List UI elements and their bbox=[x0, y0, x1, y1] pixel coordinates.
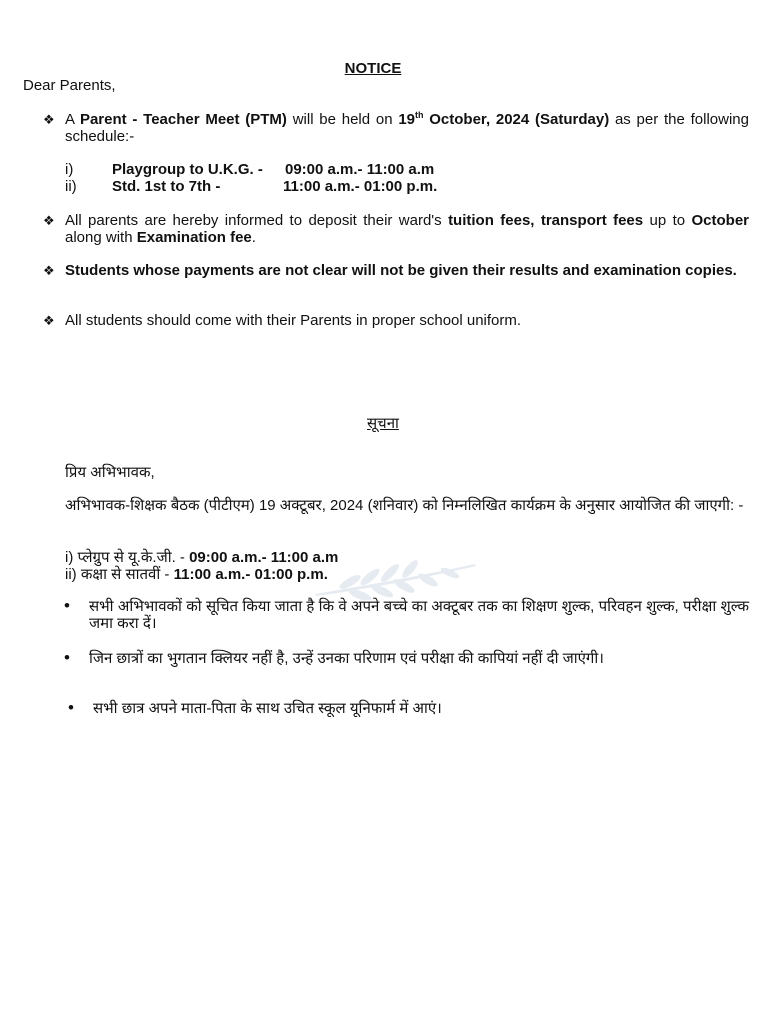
ptm-day-suffix: th bbox=[415, 110, 424, 120]
hindi-schedule-time: 11:00 a.m.- 01:00 p.m. bbox=[173, 566, 328, 583]
hindi-schedule-time: 09:00 a.m.- 11:00 a.m bbox=[189, 549, 339, 566]
hindi-notice-title: सूचना bbox=[367, 415, 399, 432]
fees-month: October bbox=[691, 212, 749, 229]
payments-bullet bbox=[43, 262, 749, 279]
hindi-uniform-text: सभी छात्र अपने माता-पिता के साथ उचित स्कूल यूनिफार्म में आएं। bbox=[93, 700, 442, 717]
schedule-number: ii) bbox=[65, 178, 77, 195]
hindi-payments-text: जिन छात्रों का भुगतान क्लियर नहीं है, उन्हें उनका परिणाम एवं परीक्षा की कापियां नहीं दी जाएंगी। bbox=[89, 650, 604, 667]
schedule-class: Playgroup to U.K.G. - bbox=[112, 161, 263, 178]
ptm-event: Parent - Teacher Meet (PTM) bbox=[79, 111, 287, 128]
schedule-number: i) bbox=[65, 161, 74, 178]
schedule-time: 11:00 a.m.- 01:00 p.m. bbox=[283, 178, 438, 195]
uniform-text: All students should come with their Parents in proper school uniform. bbox=[65, 312, 522, 329]
payments-text: Students whose payments are not clear will not be given their results and examination copies. bbox=[65, 262, 737, 279]
ptm-bullet bbox=[43, 111, 749, 145]
bullet-dot-icon: • bbox=[64, 596, 70, 615]
notice-title: NOTICE bbox=[344, 60, 402, 77]
greeting: Dear Parents, bbox=[23, 77, 116, 94]
ptm-day: 19 bbox=[398, 111, 415, 128]
hindi-schedule-class: i) प्लेग्रुप से यू.के.जी. - bbox=[65, 549, 185, 566]
fees-text-part: up to bbox=[643, 212, 692, 229]
hindi-greeting: प्रिय अभिभावक, bbox=[65, 464, 155, 481]
fees-bullet bbox=[43, 212, 749, 246]
hindi-fees-text: सभी अभिभावकों को सूचित किया जाता है कि वे अपने बच्चे का अक्टूबर तक का शिक्षण शुल्क, परिवहन शुल्क, परीक्षा शुल्क जमा करा दें। bbox=[89, 598, 749, 632]
fees-text-part: All parents are hereby informed to deposit their ward's bbox=[65, 212, 449, 229]
ptm-date bbox=[398, 111, 609, 128]
fees-text-part: . bbox=[251, 229, 256, 246]
hindi-fees-bullet bbox=[64, 596, 749, 632]
diamond-bullet-icon: ❖ bbox=[43, 213, 55, 228]
uniform-bullet bbox=[43, 312, 749, 329]
fees-types: tuition fees, transport fees bbox=[448, 212, 644, 229]
leaf-watermark-icon bbox=[310, 558, 480, 600]
diamond-bullet-icon: ❖ bbox=[43, 313, 55, 328]
hindi-uniform-bullet bbox=[68, 698, 753, 717]
ptm-month-year: October, 2024 (Saturday) bbox=[423, 111, 610, 128]
bullet-dot-icon: • bbox=[64, 648, 70, 667]
diamond-bullet-icon: ❖ bbox=[43, 263, 55, 278]
exam-fee: Examination fee bbox=[136, 229, 252, 246]
ptm-text-part: will be held on bbox=[286, 111, 399, 128]
schedule-time: 09:00 a.m.- 11:00 a.m bbox=[285, 161, 435, 178]
hindi-ptm-text: अभिभावक-शिक्षक बैठक (पीटीएम) 19 अक्टूबर, 2024 (शनिवार) को निम्नलिखित कार्यक्रम के अनुसार आयोजित की जाएगी: - bbox=[65, 497, 744, 514]
hindi-payments-bullet bbox=[64, 648, 749, 667]
schedule-class: Std. 1st to 7th - bbox=[112, 178, 221, 195]
fees-text-part: along with bbox=[65, 229, 137, 246]
diamond-bullet-icon: ❖ bbox=[43, 112, 55, 127]
ptm-text bbox=[65, 111, 749, 145]
ptm-text-part: A bbox=[65, 111, 80, 128]
hindi-schedule-class: ii) कक्षा से सातवीं - bbox=[65, 566, 170, 583]
ptm-text-part: as per the following schedule:- bbox=[65, 111, 749, 145]
bullet-dot-icon: • bbox=[68, 698, 74, 717]
fees-text bbox=[65, 212, 749, 246]
